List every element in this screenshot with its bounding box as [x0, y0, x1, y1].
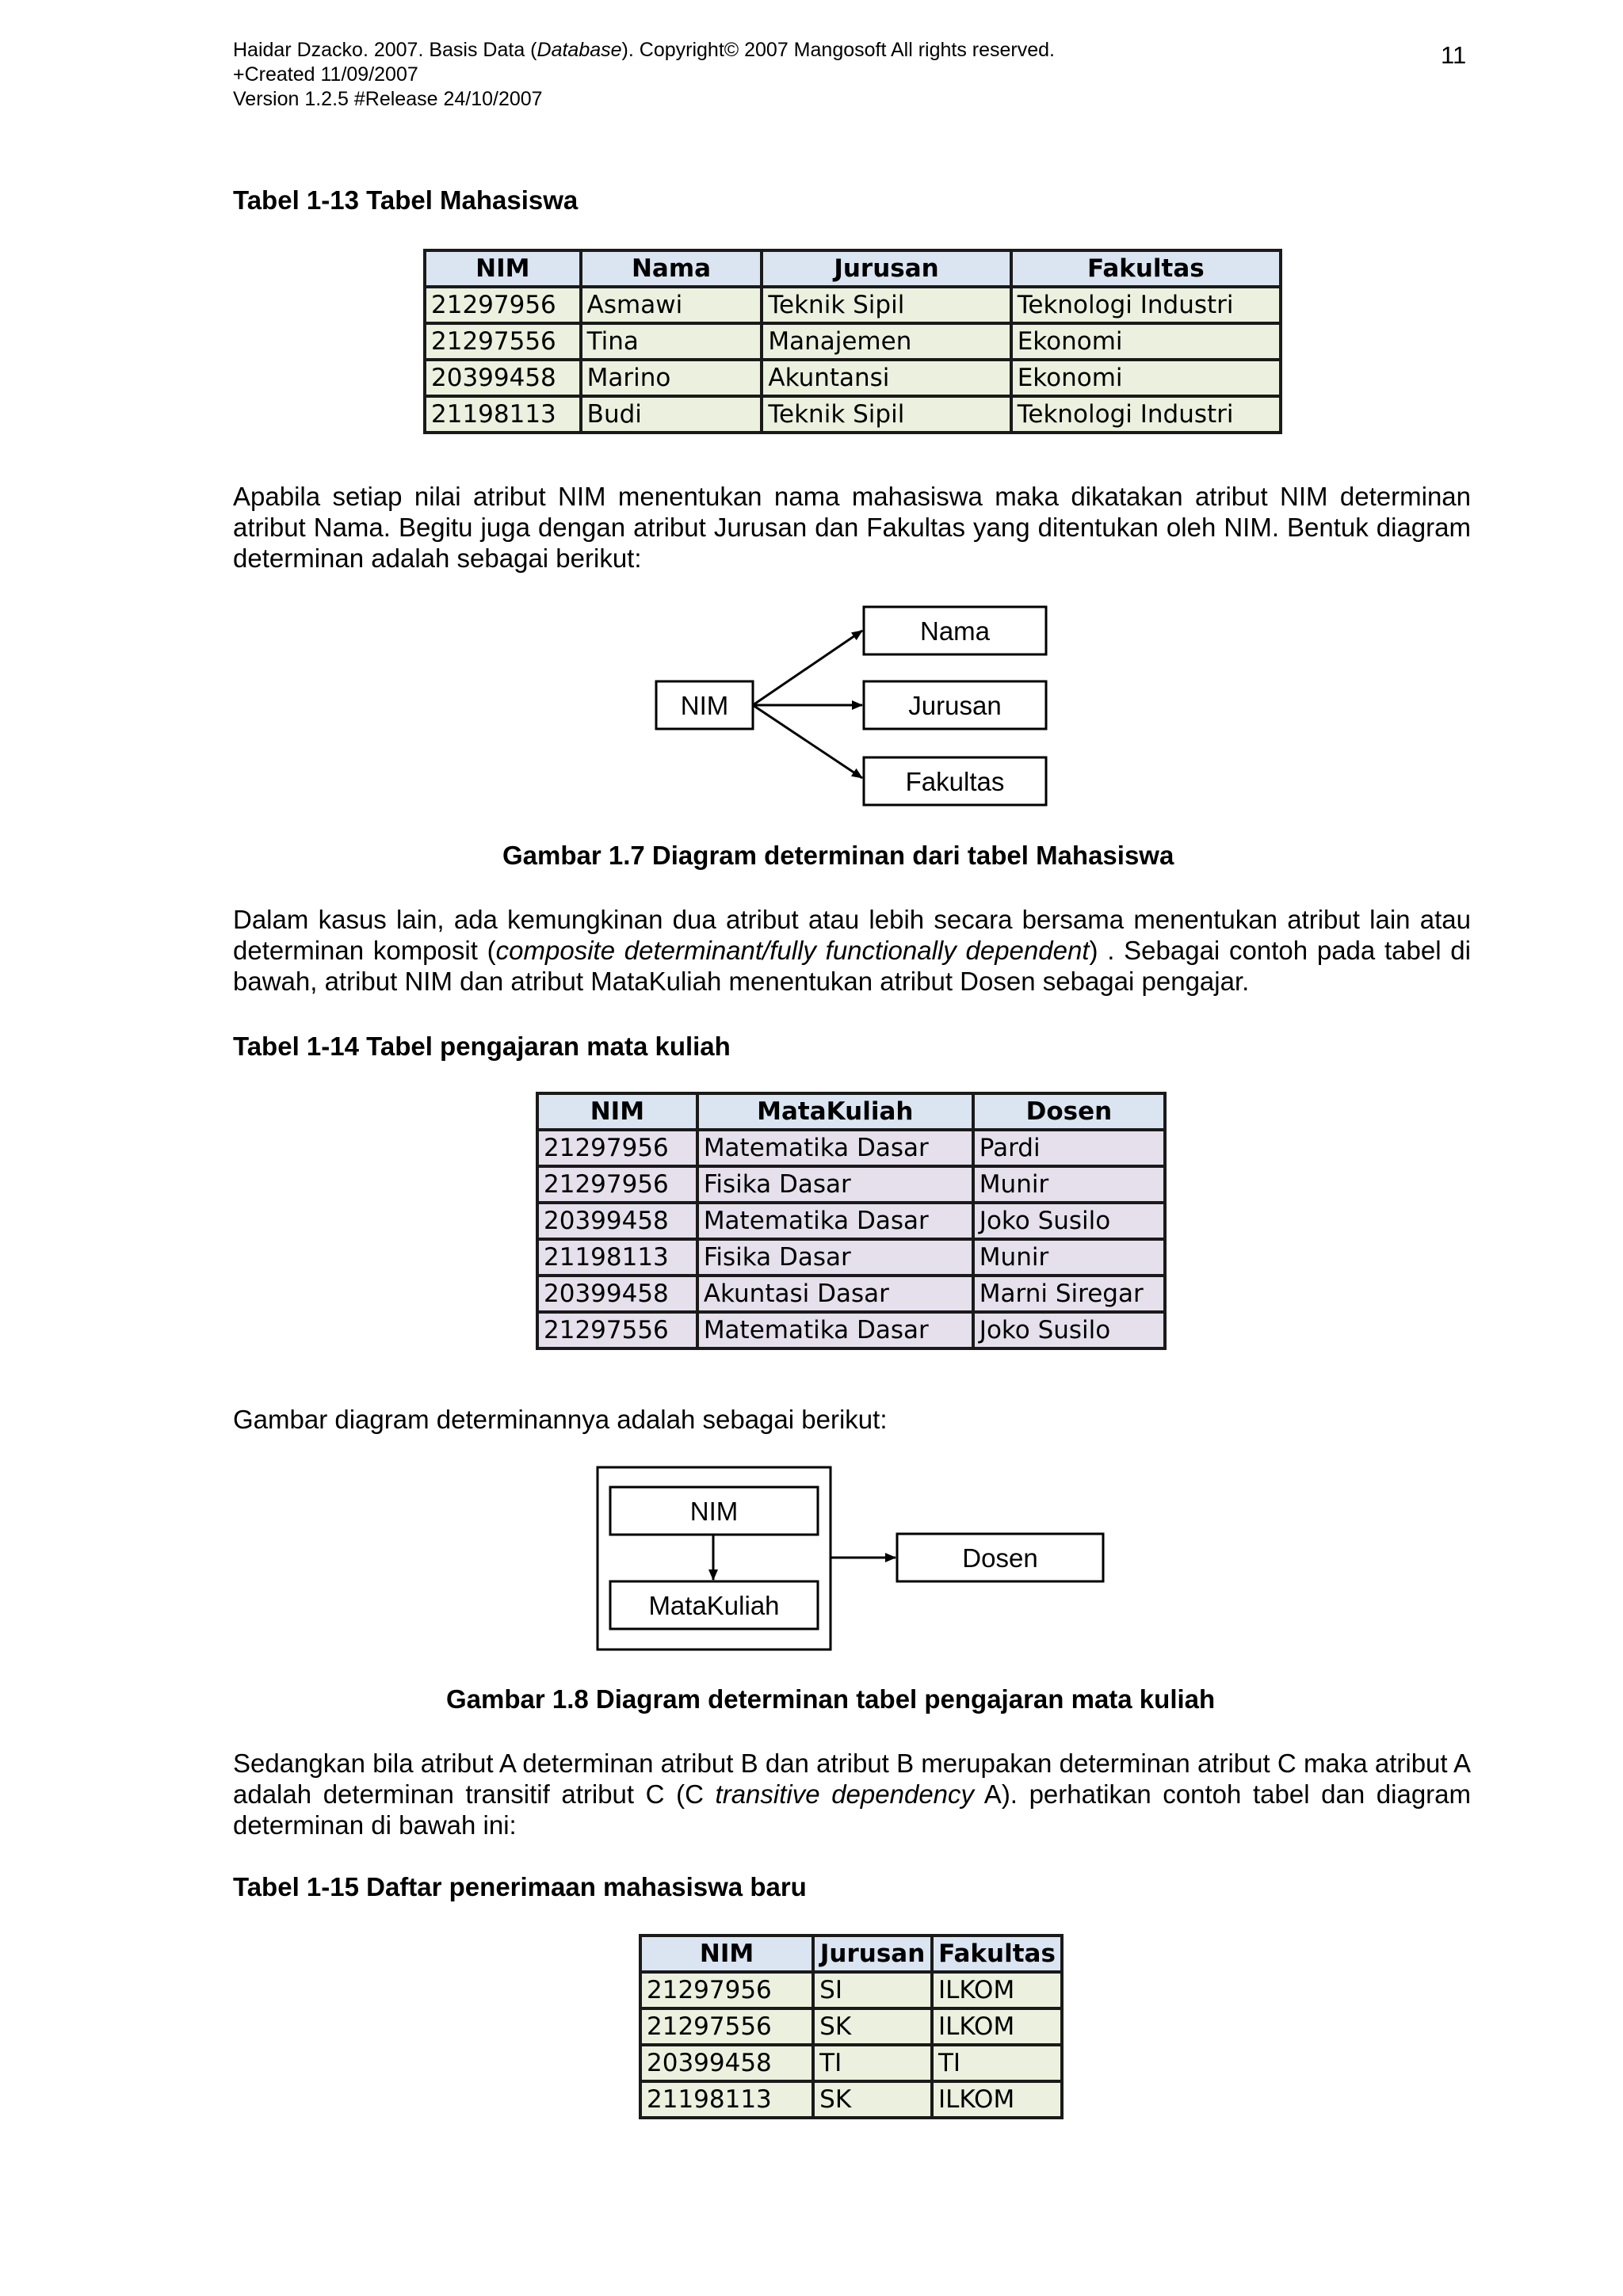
jurusan-box-label: Jurusan	[908, 691, 1002, 720]
table-mahasiswa	[423, 249, 1282, 434]
arrow-nim-nama	[753, 631, 862, 705]
table-cell: Joko Susilo	[973, 1312, 1165, 1348]
column-header: Dosen	[973, 1093, 1165, 1130]
table1-caption: Tabel 1-13 Tabel Mahasiswa	[233, 185, 579, 215]
fakultas-box	[864, 757, 1046, 805]
table-cell: Joko Susilo	[973, 1203, 1165, 1239]
table3-caption: Tabel 1-15 Daftar penerimaan mahasiswa baru	[233, 1872, 807, 1901]
matakuliah-box-label: MataKuliah	[648, 1591, 780, 1620]
table-row	[537, 1130, 1165, 1166]
table-cell: 21297556	[537, 1312, 697, 1348]
dosen-box-label: Dosen	[962, 1543, 1038, 1573]
table-cell: 21297956	[537, 1166, 697, 1203]
table-row	[640, 2008, 1062, 2045]
header-citation-post: ). Copyright© 2007 Mangosoft All rights reserved.	[621, 39, 1056, 61]
nim-box	[656, 681, 753, 729]
paragraph-4	[233, 1748, 1471, 1840]
column-header: NIM	[640, 1936, 813, 1972]
table-cell: Matematika Dasar	[697, 1312, 973, 1348]
determinant-diagram-2	[593, 1463, 1116, 1653]
arrow-nim-fakultas	[753, 705, 862, 778]
jurusan-box	[864, 681, 1046, 729]
figure2-caption: Gambar 1.8 Diagram determinan tabel pengajaran mata kuliah	[446, 1684, 1216, 1714]
table-row	[640, 2045, 1062, 2081]
table-row	[425, 360, 1281, 396]
table-cell: 21297956	[640, 1972, 813, 2008]
table-row	[640, 1972, 1062, 2008]
table-cell: 20399458	[537, 1203, 697, 1239]
column-header: Nama	[581, 250, 762, 287]
table-cell: ILKOM	[932, 2008, 1062, 2045]
paragraph-3: Gambar diagram determinannya adalah sebagai berikut:	[233, 1405, 888, 1434]
table-cell: Asmawi	[581, 287, 762, 323]
table-pengajaran	[536, 1092, 1167, 1350]
table-cell: Teknologi Industri	[1011, 396, 1281, 433]
table-cell: TI	[813, 2045, 932, 2081]
table-cell: Budi	[581, 396, 762, 433]
nim-box-label: NIM	[680, 691, 729, 720]
table-cell: 21198113	[640, 2081, 813, 2118]
table-cell: Munir	[973, 1166, 1165, 1203]
fakultas-box-label: Fakultas	[905, 767, 1005, 796]
table-row	[537, 1166, 1165, 1203]
dosen-box	[897, 1534, 1103, 1581]
table-cell: 21297956	[425, 287, 581, 323]
column-header: Fakultas	[1011, 250, 1281, 287]
column-header: MataKuliah	[697, 1093, 973, 1130]
table-cell: ILKOM	[932, 1972, 1062, 2008]
paragraph-4-pre: Sedangkan bila atribut A determinan atribut B dan atribut B merupakan determinan atribut C maka atribut A adalah determinan transitif atribut C (C	[233, 1749, 1471, 1809]
table-cell: Akuntansi	[762, 360, 1010, 396]
table-cell: Pardi	[973, 1130, 1165, 1166]
table-cell: Teknologi Industri	[1011, 287, 1281, 323]
paragraph-2-pre: Dalam kasus lain, ada kemungkinan dua atribut atau lebih secara bersama menentukan atribut lain atau determinan komposit (	[233, 905, 1471, 965]
table-cell: SK	[813, 2008, 932, 2045]
nama-box	[864, 607, 1046, 654]
table-cell: Marino	[581, 360, 762, 396]
column-header: NIM	[425, 250, 581, 287]
table-cell: 20399458	[640, 2045, 813, 2081]
table-row	[425, 396, 1281, 433]
nim-box-label: NIM	[689, 1497, 739, 1526]
table2-caption: Tabel 1-14 Tabel pengajaran mata kuliah	[233, 1032, 731, 1061]
page-number: 11	[1441, 41, 1467, 69]
nim-box	[610, 1487, 818, 1535]
table-cell: 20399458	[537, 1276, 697, 1312]
table-row	[537, 1239, 1165, 1276]
header-created: +Created 11/09/2007	[233, 63, 418, 86]
table-cell: Matematika Dasar	[697, 1203, 973, 1239]
table-cell: Fisika Dasar	[697, 1166, 973, 1203]
column-header: Fakultas	[932, 1936, 1062, 1972]
table-penerimaan	[639, 1934, 1064, 2119]
table-cell: 21198113	[425, 396, 581, 433]
table-cell: 21297556	[425, 323, 581, 360]
table-cell: 21198113	[537, 1239, 697, 1276]
table-cell: Tina	[581, 323, 762, 360]
table-row	[425, 287, 1281, 323]
table-cell: Manajemen	[762, 323, 1010, 360]
table-row	[537, 1312, 1165, 1348]
header-version: Version 1.2.5 #Release 24/10/2007	[233, 88, 543, 110]
paragraph-2	[233, 904, 1471, 997]
table-cell: Teknik Sipil	[762, 396, 1010, 433]
table-header-row	[537, 1093, 1165, 1130]
paragraph-4-italic: transitive dependency	[715, 1779, 975, 1809]
determinant-diagram-1	[650, 602, 1062, 816]
header-citation-pre: Haidar Dzacko. 2007. Basis Data (	[233, 39, 537, 61]
table-cell: Marni Siregar	[973, 1276, 1165, 1312]
paragraph-1: Apabila setiap nilai atribut NIM menentukan nama mahasiswa maka dikatakan atribut NIM determinan atribut Nama. Begitu juga dengan atribut Jurusan dan Fakultas yang ditentukan oleh NIM. Bentuk diagram determinan adalah sebagai berikut:	[233, 482, 1471, 573]
table-row	[425, 323, 1281, 360]
table-cell: Ekonomi	[1011, 360, 1281, 396]
table-cell: ILKOM	[932, 2081, 1062, 2118]
table-cell: Fisika Dasar	[697, 1239, 973, 1276]
table-header-row	[640, 1936, 1062, 1972]
page-header	[233, 38, 1055, 112]
table-cell: TI	[932, 2045, 1062, 2081]
table-cell: SK	[813, 2081, 932, 2118]
table-cell: 21297556	[640, 2008, 813, 2045]
table-row	[537, 1276, 1165, 1312]
paragraph-4-post: A). perhatikan contoh tabel dan diagram determinan di bawah ini:	[233, 1779, 1472, 1840]
table-cell: 21297956	[537, 1130, 697, 1166]
table-cell: SI	[813, 1972, 932, 2008]
table-cell: Matematika Dasar	[697, 1130, 973, 1166]
paragraph-2-italic: composite determinant/fully functionally dependent	[495, 936, 1090, 965]
table-cell: 20399458	[425, 360, 581, 396]
table-cell: Munir	[973, 1239, 1165, 1276]
column-header: NIM	[537, 1093, 697, 1130]
table-cell: Teknik Sipil	[762, 287, 1010, 323]
nama-box-label: Nama	[919, 616, 991, 646]
header-citation-italic: Database	[537, 39, 622, 61]
column-header: Jurusan	[813, 1936, 932, 1972]
table-row	[537, 1203, 1165, 1239]
table-header-row	[425, 250, 1281, 287]
table-cell: Ekonomi	[1011, 323, 1281, 360]
matakuliah-box	[610, 1581, 818, 1629]
figure1-caption: Gambar 1.7 Diagram determinan dari tabel Mahasiswa	[502, 841, 1174, 870]
paragraph-2-post: ) . Sebagai contoh pada tabel di bawah, atribut NIM dan atribut MataKuliah menentukan atribut Dosen sebagai pengajar.	[233, 936, 1471, 996]
table-row	[640, 2081, 1062, 2118]
column-header: Jurusan	[762, 250, 1010, 287]
header-citation	[233, 38, 1055, 63]
table-cell: Akuntasi Dasar	[697, 1276, 973, 1312]
